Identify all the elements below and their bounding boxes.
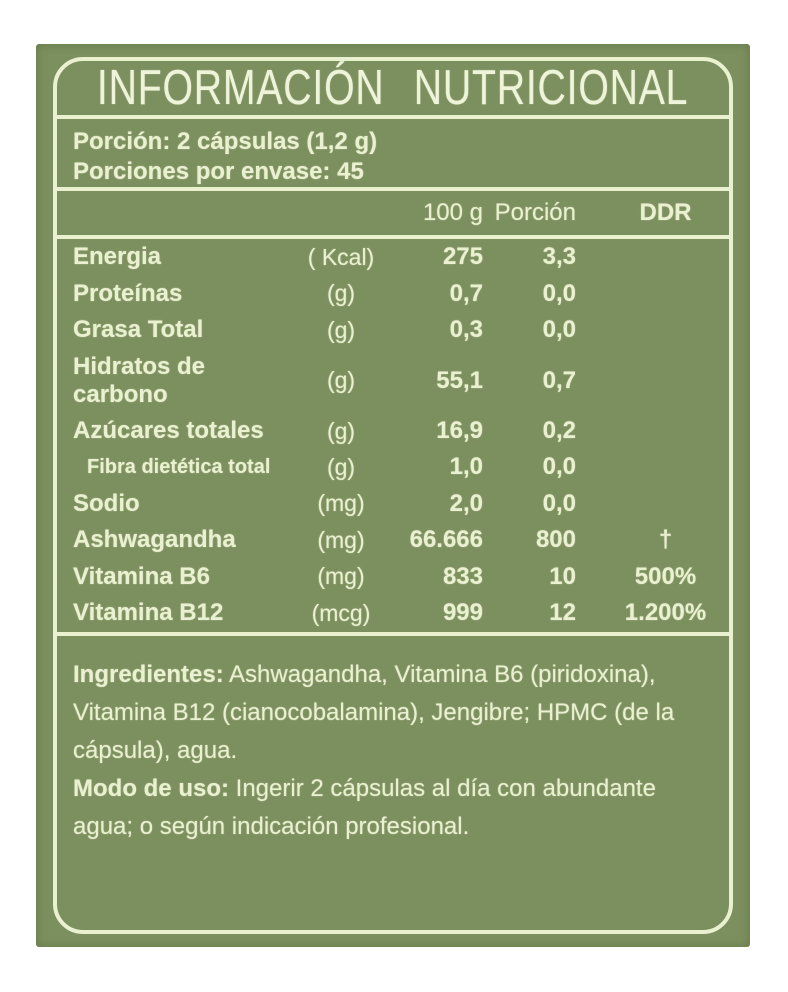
row-unit: (mg) (317, 563, 365, 590)
table-row (57, 413, 729, 449)
usage-paragraph (73, 770, 709, 846)
table-row (57, 595, 729, 631)
table-row (57, 312, 729, 348)
row-value-porcion: 10 (549, 562, 576, 590)
row-label: Sodio (73, 489, 140, 517)
table-row (57, 449, 729, 485)
row-unit: (g) (326, 417, 356, 444)
serving-size-label: Porción: (73, 127, 171, 155)
row-label: Ashwagandha (73, 526, 236, 554)
row-label: Grasa Total (73, 316, 204, 344)
row-label: Proteínas (73, 279, 183, 307)
row-value-ddr: † (658, 526, 673, 554)
serving-section (57, 119, 729, 187)
column-header-porcion: Porción (494, 199, 576, 226)
row-value-100g: 0,3 (449, 316, 483, 344)
ingredients-text: Ashwagandha, Vitamina B6 (piridoxina), Vitamina B12 (cianocobalamina), Jengibre; HPMC (de la cápsula), agua. (73, 660, 675, 764)
servings-per-container-line (73, 157, 729, 186)
row-value-porcion: 12 (549, 599, 576, 627)
label-inner-border (53, 57, 733, 934)
table-row (57, 559, 729, 595)
row-value-porcion: 800 (535, 526, 576, 554)
row-value-100g: 833 (442, 562, 483, 590)
row-value-100g: 275 (442, 243, 483, 271)
usage-label: Modo de uso: (73, 774, 229, 802)
table-row (57, 239, 729, 275)
row-value-100g: 66.666 (409, 526, 483, 554)
row-label: Energia (73, 243, 162, 271)
footer-section (57, 636, 729, 931)
servings-per-container-label: Porciones por envase: (73, 158, 331, 186)
row-label: Vitamina B12 (73, 599, 224, 627)
serving-size-line (73, 127, 729, 156)
column-header-row (57, 191, 729, 235)
table-row (57, 522, 729, 558)
usage-text: Ingerir 2 cápsulas al día con abundante agua; o según indicación profesional. (73, 774, 656, 840)
table-row (57, 275, 729, 311)
column-header-100g: 100 g (422, 199, 483, 226)
row-value-porcion: 0,0 (542, 453, 576, 481)
row-value-100g: 2,0 (449, 489, 483, 517)
row-value-ddr: 500% (634, 562, 697, 590)
row-unit: (mg) (317, 526, 365, 553)
row-unit: (g) (326, 367, 356, 394)
row-unit: (g) (326, 280, 356, 307)
row-unit: ( Kcal) (307, 243, 375, 270)
table-row (57, 348, 729, 412)
row-unit: (mg) (317, 490, 365, 517)
row-value-porcion: 0,0 (542, 279, 576, 307)
nutrition-table (57, 239, 729, 632)
row-label: Azúcares totales (73, 417, 264, 445)
row-unit: (g) (326, 316, 356, 343)
row-label: Fibra dietética total (87, 455, 271, 478)
row-value-porcion: 0,0 (542, 489, 576, 517)
row-value-ddr: 1.200% (624, 599, 707, 627)
row-value-100g: 1,0 (449, 453, 483, 481)
row-value-porcion: 0,0 (542, 316, 576, 344)
page-title: INFORMACIÓN NUTRICIONAL (97, 60, 689, 115)
row-value-porcion: 0,2 (542, 417, 576, 445)
column-header-ddr: DDR (639, 199, 692, 226)
row-unit: (mcg) (311, 599, 371, 626)
ingredients-label: Ingredientes: (73, 660, 224, 688)
row-label: Hidratos de carbono (73, 352, 206, 408)
row-value-100g: 16,9 (436, 417, 483, 445)
row-label: Vitamina B6 (73, 562, 210, 590)
row-value-porcion: 0,7 (542, 366, 576, 394)
row-value-100g: 0,7 (449, 279, 483, 307)
row-unit: (g) (326, 453, 356, 480)
row-value-100g: 55,1 (436, 366, 483, 394)
servings-per-container-value: 45 (337, 158, 364, 186)
title-section (57, 61, 729, 115)
serving-size-value: 2 cápsulas (1,2 g) (177, 127, 378, 155)
nutrition-label-panel (36, 44, 750, 947)
ingredients-paragraph (73, 656, 709, 770)
row-value-porcion: 3,3 (542, 243, 576, 271)
row-value-100g: 999 (442, 599, 483, 627)
table-row (57, 486, 729, 522)
